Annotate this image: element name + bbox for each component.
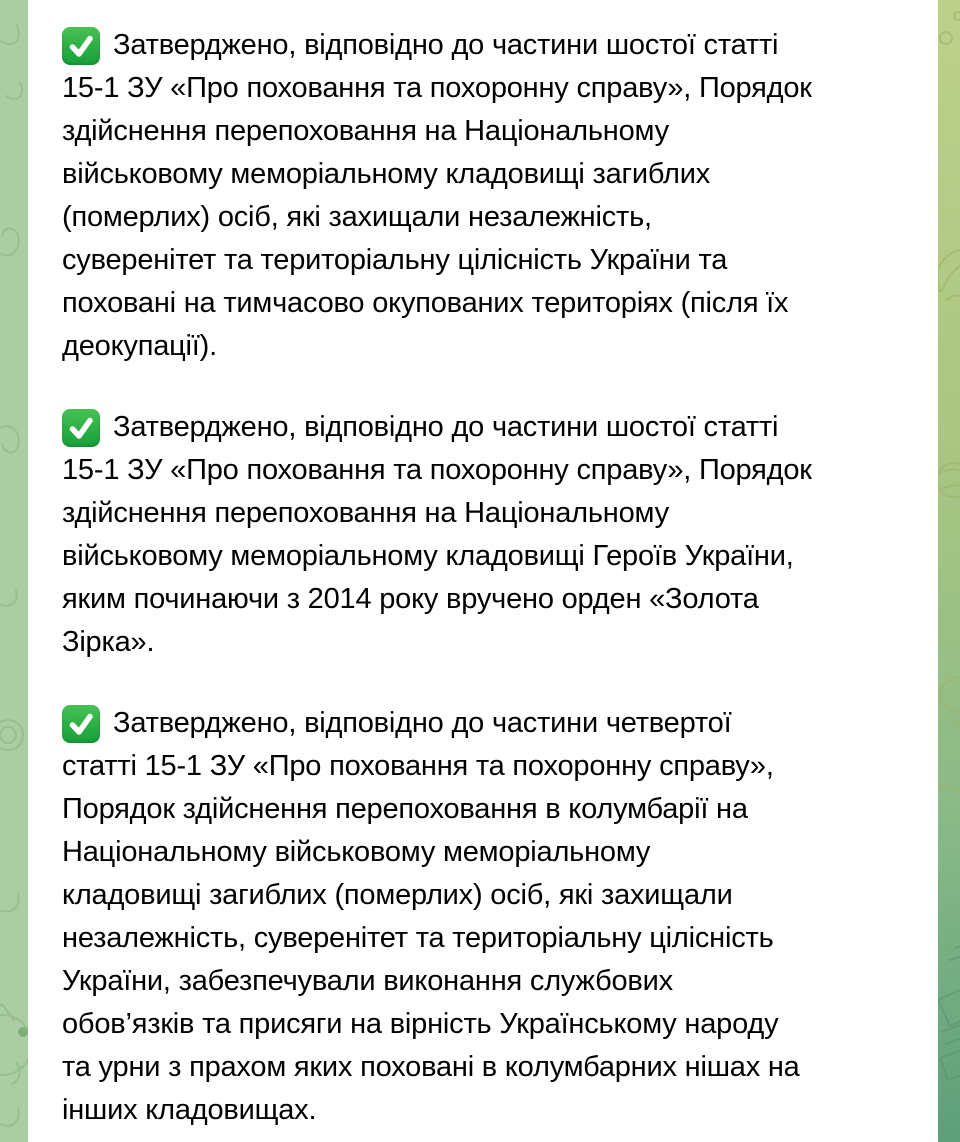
paragraph-text: Затверджено, відповідно до частини шостої статті 15-1 ЗУ «Про поховання та похоронну справу», Порядок здійснення перепоховання на Національному військовому меморіальному кладовищі Героїв України, яким починаючи з 2014 року вручено орден «Золота Зірка». xyxy=(62,411,812,658)
paragraph-text: Затверджено, відповідно до частини четвертої статті 15-1 ЗУ «Про поховання та похоронну справу», Порядок здійснення перепоховання в колумбарії на Національному військовому меморіальному кладовищі загиблих (померлих) осіб, які захищали незалежність, суверенітет та територіальну цілісність України, забезпечували виконання службових обов’язків та присяги на вірність Українському народу та урни з прахом яких поховані в колумбарних нішах на інших кладовищах. xyxy=(62,707,800,1126)
message-paragraph-1 xyxy=(62,24,930,368)
message-paragraph-3 xyxy=(62,702,930,1132)
white-check-mark-emoji-icon xyxy=(62,409,100,447)
message-paragraph-2 xyxy=(62,406,930,664)
message-text-block xyxy=(28,0,938,1132)
white-check-mark-emoji-icon xyxy=(62,27,100,65)
white-check-mark-emoji-icon xyxy=(62,705,100,743)
message-bubble xyxy=(28,0,938,1142)
paragraph-text: Затверджено, відповідно до частини шостої статті 15-1 ЗУ «Про поховання та похоронну справу», Порядок здійснення перепоховання на Національному військовому меморіальному кладовищі загиблих (померлих) осіб, які захищали незалежність, суверенітет та територіальну цілісність України та поховані на тимчасово окупованих територіях (після їх деокупації). xyxy=(62,29,812,362)
